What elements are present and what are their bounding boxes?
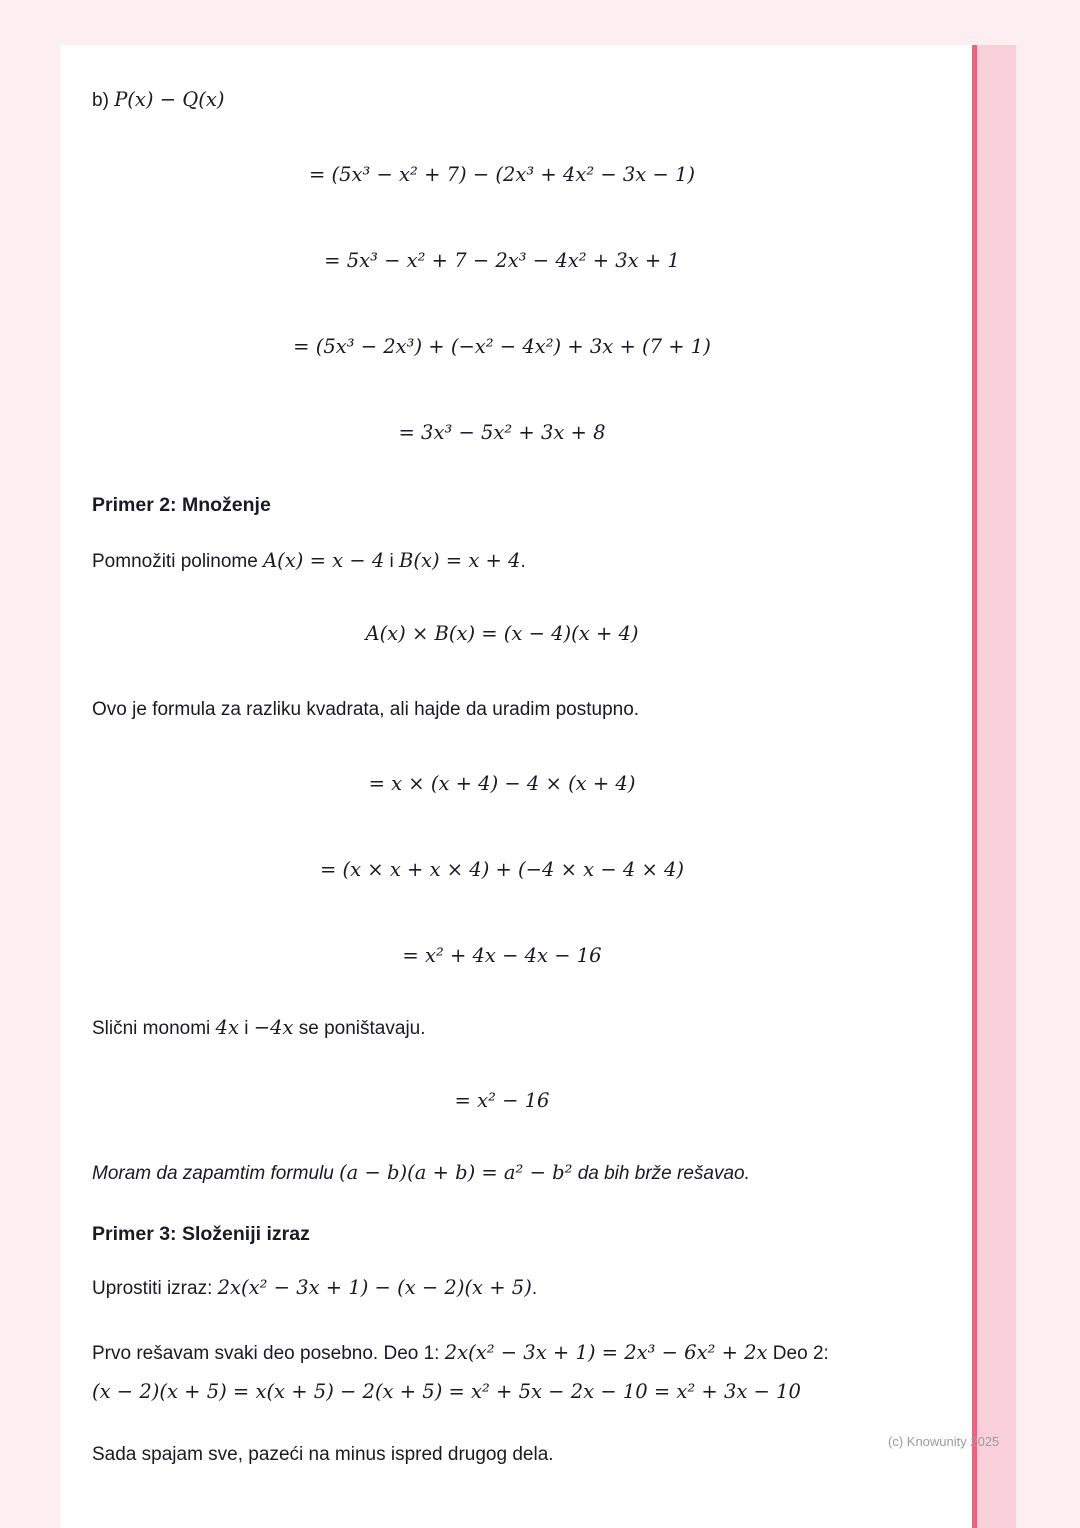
page-accent-band: [977, 45, 1016, 1528]
equation: = (5x³ − x² + 7) − (2x³ + 4x² − 3x − 1): [308, 163, 696, 186]
watermark: (c) Knowunity 2025: [888, 1434, 1000, 1449]
text-run: i: [384, 551, 400, 572]
text-run: Deo 2:: [767, 1343, 829, 1364]
heading-primer2: Primer 2: Množenje: [92, 494, 271, 516]
math-run: (a − b)(a + b) = a² − b²: [339, 1161, 573, 1184]
equation: = 5x³ − x² + 7 − 2x³ − 4x² + 3x + 1: [324, 249, 680, 272]
paragraph-uprostiti: [92, 1275, 912, 1302]
paragraph-formula: Ovo je formula za razliku kvadrata, ali hajde da uradim postupno.: [92, 699, 640, 720]
equation: = (x × x + x × 4) + (−4 × x − 4 × 4): [319, 858, 685, 881]
section-b-label: [92, 87, 912, 114]
equation: = (5x³ − 2x³) + (−x² − 4x²) + 3x + (7 + 1): [293, 335, 711, 358]
math-run: P(x) − Q(x): [114, 88, 225, 111]
text-run: Slični monomi: [92, 1018, 216, 1039]
equation: = x × (x + 4) − 4 × (x + 4): [368, 772, 636, 795]
paragraph-prvo: [92, 1334, 912, 1412]
paragraph-sada: Sada spajam sve, pazeći na minus ispred drugog dela.: [92, 1444, 554, 1465]
text-run: Uprostiti izraz:: [92, 1278, 218, 1299]
document-content: [60, 45, 972, 1468]
paragraph-pomnoziti: [92, 548, 912, 575]
text-run: Pomnožiti polinome: [92, 551, 264, 572]
text-run: da bih brže rešavao.: [572, 1163, 750, 1184]
text-run: i: [238, 1018, 254, 1039]
document-page: [60, 45, 972, 1528]
page-accent-line: [972, 45, 977, 1528]
math-run: 2x(x² − 3x + 1) − (x − 2)(x + 5): [217, 1276, 532, 1299]
equation: = 3x³ − 5x² + 3x + 8: [398, 421, 606, 444]
heading-primer3: Primer 3: Složeniji izraz: [92, 1223, 310, 1245]
paragraph-note: [92, 1160, 912, 1187]
math-run: −4x: [253, 1016, 294, 1039]
equation: A(x) × B(x) = (x − 4)(x + 4): [365, 622, 639, 645]
text-run: Moram da zapamtim formulu: [92, 1163, 340, 1184]
text-run: .: [520, 551, 526, 572]
text-run: Prvo rešavam svaki deo posebno. Deo 1:: [92, 1343, 445, 1364]
math-run: B(x) = x + 4: [399, 549, 521, 572]
math-run: 2x(x² − 3x + 1) = 2x³ − 6x² + 2x: [444, 1341, 768, 1364]
equation: = x² − 16: [454, 1089, 550, 1112]
math-run: (x − 2)(x + 5) = x(x + 5) − 2(x + 5) = x² + 5x − 2x − 10 = x² + 3x − 10: [92, 1380, 801, 1403]
text-run: b): [92, 90, 115, 111]
text-run: .: [531, 1278, 538, 1299]
equation: = x² + 4x − 4x − 16: [402, 944, 602, 967]
math-run: A(x) = x − 4: [263, 549, 385, 572]
math-run: 4x: [215, 1016, 239, 1039]
paragraph-slicni: [92, 1015, 912, 1042]
text-run: se poništavaju.: [293, 1018, 426, 1039]
